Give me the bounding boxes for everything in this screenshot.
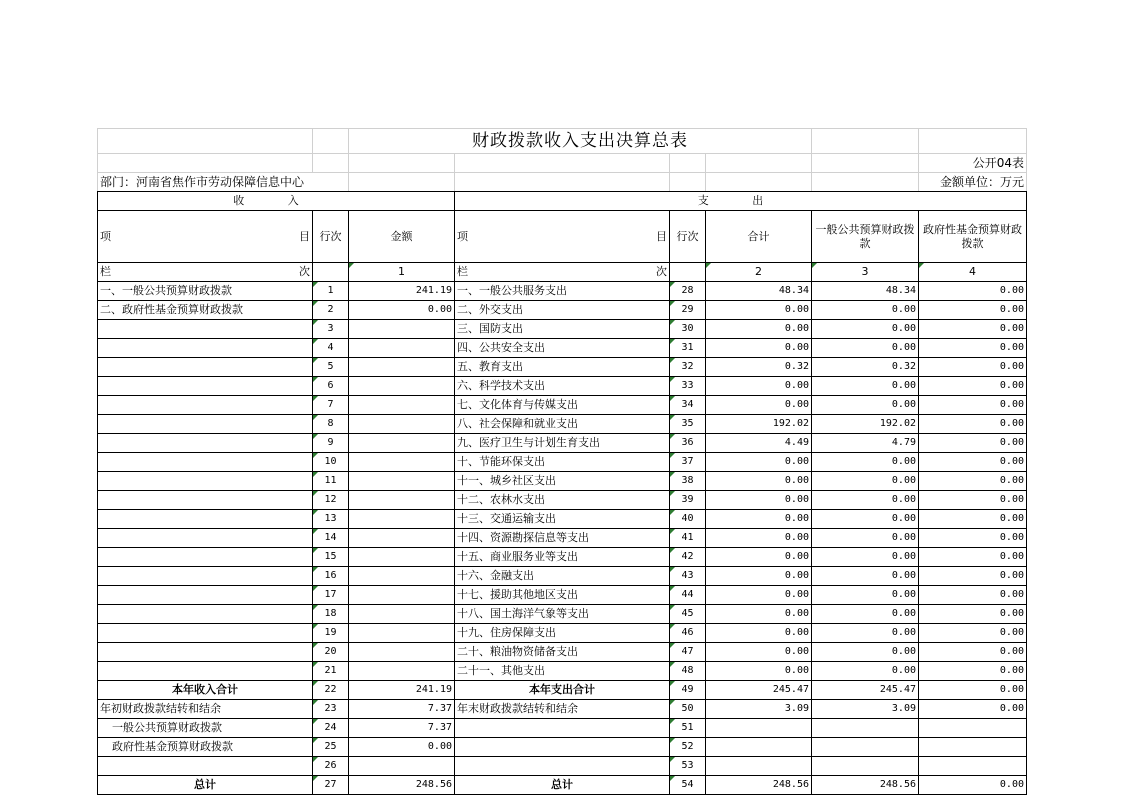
income-amount — [349, 377, 455, 396]
expense-general-budget: 0.00 — [812, 548, 919, 567]
expense-item: 九、医疗卫生与计划生育支出 — [455, 434, 670, 453]
gov-fund-header: 政府性基金预算财政拨款 — [919, 211, 1027, 263]
income-item — [98, 624, 313, 643]
unit-label: 金额单位：万元 — [919, 173, 1027, 192]
row-no-header: 行次 — [670, 211, 706, 263]
expense-gov-fund: 0.00 — [919, 776, 1027, 795]
expense-general-budget — [812, 719, 919, 738]
income-item — [98, 567, 313, 586]
expense-general-budget — [812, 757, 919, 776]
expense-gov-fund: 0.00 — [919, 377, 1027, 396]
expense-total: 0.00 — [706, 301, 812, 320]
income-amount: 248.56 — [349, 776, 455, 795]
table-row — [98, 491, 1027, 510]
expense-total: 0.00 — [706, 586, 812, 605]
expense-gov-fund: 0.00 — [919, 415, 1027, 434]
table-row — [98, 301, 1027, 320]
income-item — [98, 491, 313, 510]
income-row-no: 21 — [313, 662, 349, 681]
expense-item: 一、一般公共服务支出 — [455, 282, 670, 301]
col-index-1: 1 — [349, 263, 455, 282]
expense-row-no: 31 — [670, 339, 706, 358]
expense-gov-fund: 0.00 — [919, 358, 1027, 377]
expense-row-no: 45 — [670, 605, 706, 624]
income-item: 政府性基金预算财政拨款 — [98, 738, 313, 757]
expense-gov-fund: 0.00 — [919, 662, 1027, 681]
table-row — [98, 358, 1027, 377]
income-row-no: 27 — [313, 776, 349, 795]
expense-row-no: 41 — [670, 529, 706, 548]
expense-item: 二、外交支出 — [455, 301, 670, 320]
expense-total: 0.00 — [706, 396, 812, 415]
expense-row-no: 46 — [670, 624, 706, 643]
col-index-3: 3 — [812, 263, 919, 282]
table-row — [98, 529, 1027, 548]
income-item — [98, 548, 313, 567]
table-row — [98, 472, 1027, 491]
table-row — [98, 643, 1027, 662]
amount-header: 金额 — [349, 211, 455, 263]
table-row — [98, 339, 1027, 358]
income-amount — [349, 415, 455, 434]
expense-item: 八、社会保障和就业支出 — [455, 415, 670, 434]
income-row-no: 22 — [313, 681, 349, 700]
expense-total: 0.00 — [706, 320, 812, 339]
income-row-no: 5 — [313, 358, 349, 377]
table-row — [98, 567, 1027, 586]
income-amount — [349, 510, 455, 529]
expense-row-no: 39 — [670, 491, 706, 510]
expense-row-no: 34 — [670, 396, 706, 415]
expense-general-budget: 0.00 — [812, 624, 919, 643]
expense-general-budget: 0.00 — [812, 339, 919, 358]
table-row — [98, 719, 1027, 738]
income-row-no: 23 — [313, 700, 349, 719]
expense-total — [706, 757, 812, 776]
income-item — [98, 605, 313, 624]
expense-total: 0.00 — [706, 377, 812, 396]
income-row-no: 9 — [313, 434, 349, 453]
expense-general-budget: 0.00 — [812, 510, 919, 529]
income-amount — [349, 643, 455, 662]
expense-row-no: 35 — [670, 415, 706, 434]
expense-gov-fund: 0.00 — [919, 301, 1027, 320]
income-row-no: 25 — [313, 738, 349, 757]
income-item: 一、一般公共预算财政拨款 — [98, 282, 313, 301]
expense-row-no: 52 — [670, 738, 706, 757]
expense-gov-fund: 0.00 — [919, 339, 1027, 358]
expense-general-budget: 0.00 — [812, 377, 919, 396]
expense-row-no: 54 — [670, 776, 706, 795]
expense-general-budget: 0.00 — [812, 529, 919, 548]
expense-item: 十五、商业服务业等支出 — [455, 548, 670, 567]
expense-gov-fund: 0.00 — [919, 567, 1027, 586]
expense-gov-fund: 0.00 — [919, 605, 1027, 624]
expense-general-budget: 0.00 — [812, 472, 919, 491]
expense-header: 支 出 — [455, 192, 1027, 211]
table-row — [98, 605, 1027, 624]
col-label-right: 次 — [656, 265, 667, 278]
table-row — [98, 681, 1027, 700]
income-row-no: 19 — [313, 624, 349, 643]
expense-item — [455, 719, 670, 738]
income-row-no: 1 — [313, 282, 349, 301]
expense-item — [455, 757, 670, 776]
income-amount — [349, 662, 455, 681]
form-code: 公开04表 — [919, 154, 1027, 173]
expense-item — [455, 738, 670, 757]
table-row — [98, 548, 1027, 567]
expense-gov-fund: 0.00 — [919, 453, 1027, 472]
income-row-no: 13 — [313, 510, 349, 529]
expense-gov-fund: 0.00 — [919, 586, 1027, 605]
expense-row-no: 30 — [670, 320, 706, 339]
expense-row-no: 44 — [670, 586, 706, 605]
expense-general-budget: 248.56 — [812, 776, 919, 795]
income-item — [98, 586, 313, 605]
income-amount: 0.00 — [349, 301, 455, 320]
expense-row-no: 29 — [670, 301, 706, 320]
expense-total: 4.49 — [706, 434, 812, 453]
income-item: 一般公共预算财政拨款 — [98, 719, 313, 738]
expense-item: 七、文化体育与传媒支出 — [455, 396, 670, 415]
income-row-no: 10 — [313, 453, 349, 472]
report-title: 财政拨款收入支出决算总表 — [349, 129, 812, 154]
income-row-no: 11 — [313, 472, 349, 491]
expense-general-budget: 192.02 — [812, 415, 919, 434]
income-row-no: 16 — [313, 567, 349, 586]
general-budget-header: 一般公共预算财政拨款 — [812, 211, 919, 263]
expense-total: 0.00 — [706, 624, 812, 643]
income-amount — [349, 567, 455, 586]
table-row — [98, 776, 1027, 795]
expense-row-no: 38 — [670, 472, 706, 491]
expense-general-budget: 0.00 — [812, 320, 919, 339]
expense-item: 年末财政拨款结转和结余 — [455, 700, 670, 719]
expense-gov-fund: 0.00 — [919, 472, 1027, 491]
income-amount — [349, 396, 455, 415]
income-item — [98, 434, 313, 453]
expense-item: 总计 — [455, 776, 670, 795]
income-amount — [349, 320, 455, 339]
income-row-no: 3 — [313, 320, 349, 339]
expense-general-budget: 0.00 — [812, 605, 919, 624]
table-row — [98, 415, 1027, 434]
data-rows — [98, 282, 1027, 795]
expense-gov-fund — [919, 719, 1027, 738]
expense-general-budget: 245.47 — [812, 681, 919, 700]
income-header: 收 入 — [98, 192, 455, 211]
expense-row-no: 51 — [670, 719, 706, 738]
total-header: 合计 — [706, 211, 812, 263]
expense-total: 48.34 — [706, 282, 812, 301]
col-label-left: 栏 — [100, 265, 111, 278]
item-label-left: 项 — [100, 229, 111, 243]
income-amount — [349, 434, 455, 453]
table-row — [98, 396, 1027, 415]
income-row-no: 14 — [313, 529, 349, 548]
expense-total: 0.00 — [706, 605, 812, 624]
expense-item: 十、节能环保支出 — [455, 453, 670, 472]
income-amount — [349, 586, 455, 605]
income-row-no: 18 — [313, 605, 349, 624]
row-no-header: 行次 — [313, 211, 349, 263]
expense-row-no: 32 — [670, 358, 706, 377]
income-amount — [349, 339, 455, 358]
expense-total: 192.02 — [706, 415, 812, 434]
expense-general-budget: 0.00 — [812, 586, 919, 605]
expense-item: 十二、农林水支出 — [455, 491, 670, 510]
expense-row-no: 36 — [670, 434, 706, 453]
expense-gov-fund — [919, 757, 1027, 776]
expense-general-budget: 0.00 — [812, 567, 919, 586]
expense-item: 二十一、其他支出 — [455, 662, 670, 681]
expense-row-no: 48 — [670, 662, 706, 681]
income-amount — [349, 453, 455, 472]
income-item — [98, 510, 313, 529]
expense-gov-fund: 0.00 — [919, 643, 1027, 662]
expense-general-budget: 0.00 — [812, 491, 919, 510]
col-label-left: 栏 — [457, 265, 468, 278]
expense-gov-fund: 0.00 — [919, 282, 1027, 301]
expense-gov-fund: 0.00 — [919, 434, 1027, 453]
expense-total — [706, 738, 812, 757]
expense-gov-fund: 0.00 — [919, 510, 1027, 529]
table-row — [98, 282, 1027, 301]
income-item — [98, 339, 313, 358]
expense-total: 248.56 — [706, 776, 812, 795]
expense-general-budget: 0.00 — [812, 643, 919, 662]
expense-general-budget: 0.32 — [812, 358, 919, 377]
expense-gov-fund: 0.00 — [919, 529, 1027, 548]
expense-total: 0.00 — [706, 339, 812, 358]
expense-total: 0.00 — [706, 548, 812, 567]
income-item — [98, 320, 313, 339]
expense-row-no: 28 — [670, 282, 706, 301]
expense-row-no: 53 — [670, 757, 706, 776]
income-item: 二、政府性基金预算财政拨款 — [98, 301, 313, 320]
income-row-no: 7 — [313, 396, 349, 415]
expense-item: 十七、援助其他地区支出 — [455, 586, 670, 605]
expense-item: 四、公共安全支出 — [455, 339, 670, 358]
income-amount — [349, 605, 455, 624]
expense-total: 245.47 — [706, 681, 812, 700]
expense-general-budget: 3.09 — [812, 700, 919, 719]
income-item: 年初财政拨款结转和结余 — [98, 700, 313, 719]
expense-general-budget: 0.00 — [812, 662, 919, 681]
col-index-4: 4 — [919, 263, 1027, 282]
expense-row-no: 33 — [670, 377, 706, 396]
expense-gov-fund: 0.00 — [919, 700, 1027, 719]
income-item — [98, 377, 313, 396]
expense-item: 二十、粮油物资储备支出 — [455, 643, 670, 662]
expense-row-no: 37 — [670, 453, 706, 472]
expense-general-budget: 0.00 — [812, 396, 919, 415]
expense-general-budget: 0.00 — [812, 301, 919, 320]
expense-total — [706, 719, 812, 738]
income-amount — [349, 358, 455, 377]
income-amount: 241.19 — [349, 681, 455, 700]
income-amount — [349, 472, 455, 491]
expense-item: 五、教育支出 — [455, 358, 670, 377]
table-row — [98, 510, 1027, 529]
income-row-no: 12 — [313, 491, 349, 510]
table-row — [98, 320, 1027, 339]
income-row-no: 17 — [313, 586, 349, 605]
income-amount: 0.00 — [349, 738, 455, 757]
table-row — [98, 738, 1027, 757]
expense-item: 十三、交通运输支出 — [455, 510, 670, 529]
table-row — [98, 586, 1027, 605]
expense-row-no: 50 — [670, 700, 706, 719]
income-row-no: 6 — [313, 377, 349, 396]
income-row-no: 4 — [313, 339, 349, 358]
income-row-no: 26 — [313, 757, 349, 776]
expense-total: 0.00 — [706, 491, 812, 510]
report-sheet — [97, 128, 1026, 795]
income-item — [98, 529, 313, 548]
income-row-no: 20 — [313, 643, 349, 662]
income-row-no: 8 — [313, 415, 349, 434]
income-amount — [349, 757, 455, 776]
expense-gov-fund: 0.00 — [919, 320, 1027, 339]
income-amount: 241.19 — [349, 282, 455, 301]
expense-total: 0.00 — [706, 529, 812, 548]
expense-row-no: 47 — [670, 643, 706, 662]
table-row — [98, 662, 1027, 681]
expense-item: 十八、国土海洋气象等支出 — [455, 605, 670, 624]
expense-item: 十六、金融支出 — [455, 567, 670, 586]
table-row — [98, 624, 1027, 643]
expense-item: 十九、住房保障支出 — [455, 624, 670, 643]
final-accounts-table — [97, 128, 1027, 795]
expense-gov-fund: 0.00 — [919, 624, 1027, 643]
income-amount — [349, 548, 455, 567]
income-row-no: 2 — [313, 301, 349, 320]
expense-total: 3.09 — [706, 700, 812, 719]
income-row-no: 24 — [313, 719, 349, 738]
col-index-2: 2 — [706, 263, 812, 282]
table-row — [98, 453, 1027, 472]
expense-gov-fund: 0.00 — [919, 548, 1027, 567]
item-label-right: 目 — [656, 229, 667, 243]
income-row-no: 15 — [313, 548, 349, 567]
item-label-left: 项 — [457, 229, 468, 243]
expense-gov-fund — [919, 738, 1027, 757]
income-amount — [349, 624, 455, 643]
table-row — [98, 700, 1027, 719]
expense-gov-fund: 0.00 — [919, 681, 1027, 700]
expense-general-budget: 0.00 — [812, 453, 919, 472]
expense-item: 六、科学技术支出 — [455, 377, 670, 396]
expense-total: 0.00 — [706, 662, 812, 681]
income-item — [98, 662, 313, 681]
expense-general-budget: 48.34 — [812, 282, 919, 301]
expense-total: 0.32 — [706, 358, 812, 377]
income-item — [98, 453, 313, 472]
expense-row-no: 43 — [670, 567, 706, 586]
expense-total: 0.00 — [706, 510, 812, 529]
expense-item: 三、国防支出 — [455, 320, 670, 339]
income-amount: 7.37 — [349, 719, 455, 738]
expense-row-no: 40 — [670, 510, 706, 529]
income-item — [98, 358, 313, 377]
col-label-right: 次 — [299, 265, 310, 278]
expense-general-budget — [812, 738, 919, 757]
income-item — [98, 396, 313, 415]
expense-total: 0.00 — [706, 453, 812, 472]
table-row — [98, 377, 1027, 396]
income-item — [98, 415, 313, 434]
expense-item: 本年支出合计 — [455, 681, 670, 700]
table-row — [98, 434, 1027, 453]
expense-gov-fund: 0.00 — [919, 491, 1027, 510]
expense-item: 十一、城乡社区支出 — [455, 472, 670, 491]
income-amount: 7.37 — [349, 700, 455, 719]
department-label: 部门：河南省焦作市劳动保障信息中心 — [98, 173, 349, 192]
expense-general-budget: 4.79 — [812, 434, 919, 453]
expense-row-no: 49 — [670, 681, 706, 700]
income-amount — [349, 491, 455, 510]
expense-total: 0.00 — [706, 643, 812, 662]
income-item: 本年收入合计 — [98, 681, 313, 700]
income-item — [98, 757, 313, 776]
income-item: 总计 — [98, 776, 313, 795]
expense-total: 0.00 — [706, 567, 812, 586]
expense-item: 十四、资源勘探信息等支出 — [455, 529, 670, 548]
income-item — [98, 643, 313, 662]
income-amount — [349, 529, 455, 548]
expense-row-no: 42 — [670, 548, 706, 567]
table-row — [98, 757, 1027, 776]
item-label-right: 目 — [299, 229, 310, 243]
income-item — [98, 472, 313, 491]
expense-total: 0.00 — [706, 472, 812, 491]
expense-gov-fund: 0.00 — [919, 396, 1027, 415]
